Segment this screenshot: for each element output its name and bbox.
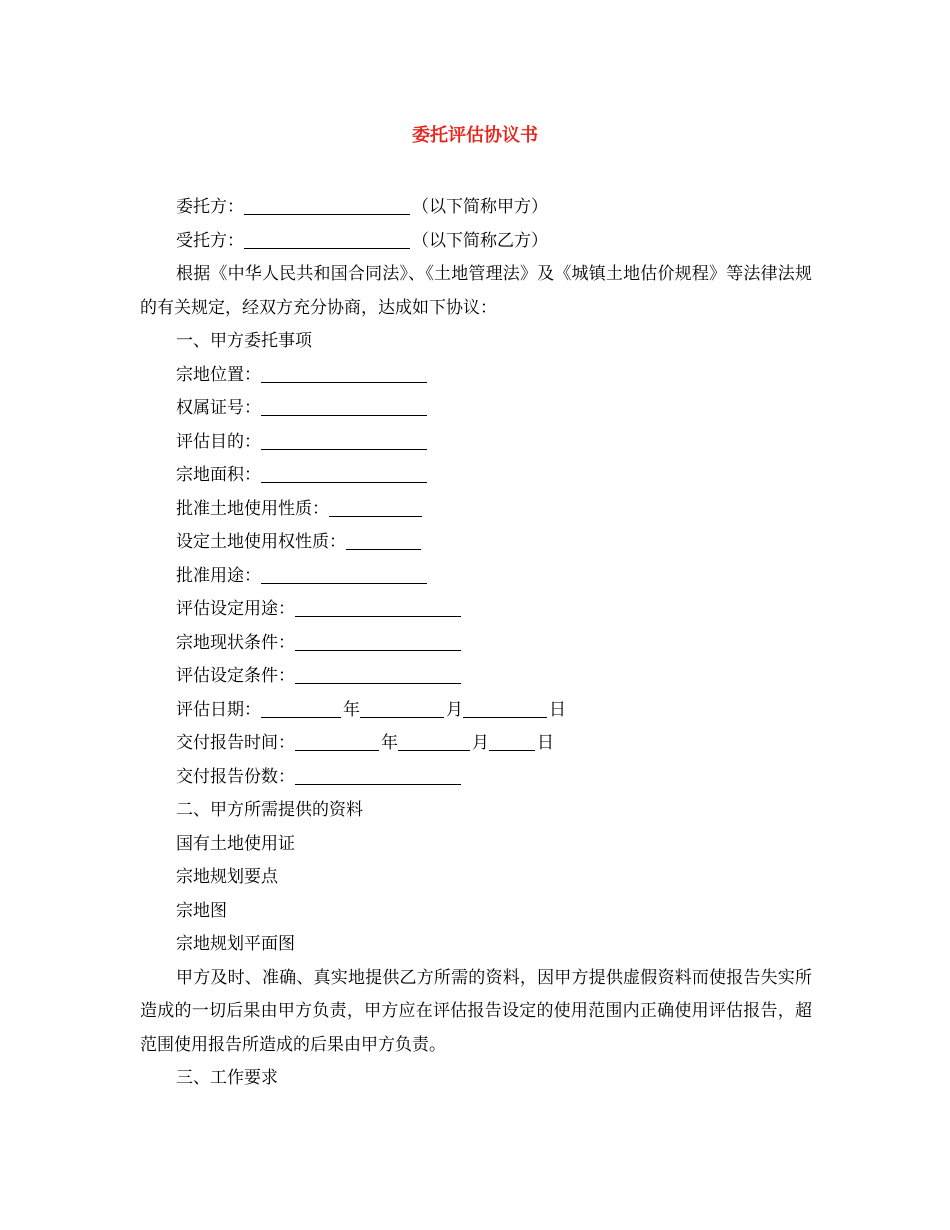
eval-date-label: 评估日期：	[176, 699, 261, 720]
approved-use-label: 批准用途：	[176, 565, 261, 586]
eval-date-line	[140, 694, 812, 728]
assessed-condition-label: 评估设定条件：	[176, 666, 295, 686]
doc-item-planning-points: 宗地规划要点	[176, 867, 278, 887]
assessed-use-label: 评估设定用途：	[176, 599, 295, 619]
client-line	[140, 191, 812, 225]
delivery-month-unit: 月	[472, 733, 489, 753]
agent-label: 受托方：	[176, 230, 244, 251]
eval-month-unit: 月	[446, 699, 463, 720]
area-label: 宗地面积：	[176, 465, 261, 485]
approved-nature-label: 批准土地使用性质：	[176, 498, 329, 519]
approved-use-blank[interactable]	[261, 565, 427, 584]
location-line	[140, 359, 812, 393]
doc-item-planning-plan: 宗地规划平面图	[176, 934, 295, 954]
delivery-day-blank[interactable]	[489, 732, 535, 751]
delivery-year-unit: 年	[381, 733, 398, 753]
section2-paragraph: 甲方及时、准确、真实地提供乙方所需的资料，因甲方提供虚假资料而使报告失实所造成的一切后果由甲方负责，甲方应在评估报告设定的使用范围内正确使用评估报告，超范围使用报告所造成的后果由甲方负责。	[140, 967, 812, 1055]
document-body	[140, 191, 812, 1096]
approved-nature-line	[140, 493, 812, 527]
doc-item-land-cert: 国有土地使用证	[176, 833, 295, 854]
approved-nature-blank[interactable]	[329, 498, 422, 517]
delivery-year-blank[interactable]	[295, 732, 379, 751]
current-condition-label: 宗地现状条件：	[176, 632, 295, 653]
client-label: 委托方：	[176, 197, 244, 217]
intro-paragraph: 根据《中华人民共和国合同法》、《土地管理法》及《城镇土地估价规程》等法律法规的有关规定，经双方充分协商，达成如下协议：	[140, 264, 812, 318]
current-condition-blank[interactable]	[295, 632, 461, 651]
eval-year-unit: 年	[343, 699, 360, 720]
area-blank[interactable]	[261, 464, 427, 483]
client-blank[interactable]	[244, 196, 410, 215]
delivery-date-label: 交付报告时间：	[176, 733, 295, 753]
section3-heading: 三、工作要求	[176, 1068, 278, 1088]
ownership-cert-blank[interactable]	[261, 397, 427, 416]
purpose-label: 评估目的：	[176, 431, 261, 452]
document-title: 委托评估协议书	[412, 125, 538, 146]
client-suffix: （以下简称甲方）	[412, 197, 548, 217]
eval-day-blank[interactable]	[463, 699, 547, 718]
ownership-cert-line	[140, 392, 812, 426]
set-right-nature-blank[interactable]	[346, 531, 421, 550]
agent-line	[140, 225, 812, 259]
assessed-condition-blank[interactable]	[295, 665, 461, 684]
assessed-use-line	[140, 593, 812, 627]
approved-use-line	[140, 560, 812, 594]
agent-suffix: （以下简称乙方）	[412, 230, 548, 251]
copies-blank[interactable]	[295, 766, 461, 785]
set-right-nature-line	[140, 526, 812, 560]
eval-day-unit: 日	[549, 699, 566, 720]
delivery-month-blank[interactable]	[398, 732, 470, 751]
agent-blank[interactable]	[244, 230, 410, 249]
eval-month-blank[interactable]	[360, 699, 444, 718]
copies-label: 交付报告份数：	[176, 766, 295, 787]
doc-item-parcel-map: 宗地图	[176, 900, 227, 921]
current-condition-line	[140, 627, 812, 661]
ownership-cert-label: 权属证号：	[176, 398, 261, 418]
copies-line	[140, 761, 812, 795]
set-right-nature-label: 设定土地使用权性质：	[176, 532, 346, 552]
assessed-use-blank[interactable]	[295, 598, 461, 617]
eval-year-blank[interactable]	[261, 699, 341, 718]
purpose-blank[interactable]	[261, 431, 427, 450]
area-line	[140, 459, 812, 493]
purpose-line	[140, 426, 812, 460]
delivery-day-unit: 日	[537, 733, 554, 753]
section2-heading: 二、甲方所需提供的资料	[176, 800, 363, 820]
delivery-date-line	[140, 727, 812, 761]
location-label: 宗地位置：	[176, 364, 261, 385]
assessed-condition-line	[140, 660, 812, 694]
section1-heading: 一、甲方委托事项	[176, 331, 312, 351]
location-blank[interactable]	[261, 364, 427, 383]
